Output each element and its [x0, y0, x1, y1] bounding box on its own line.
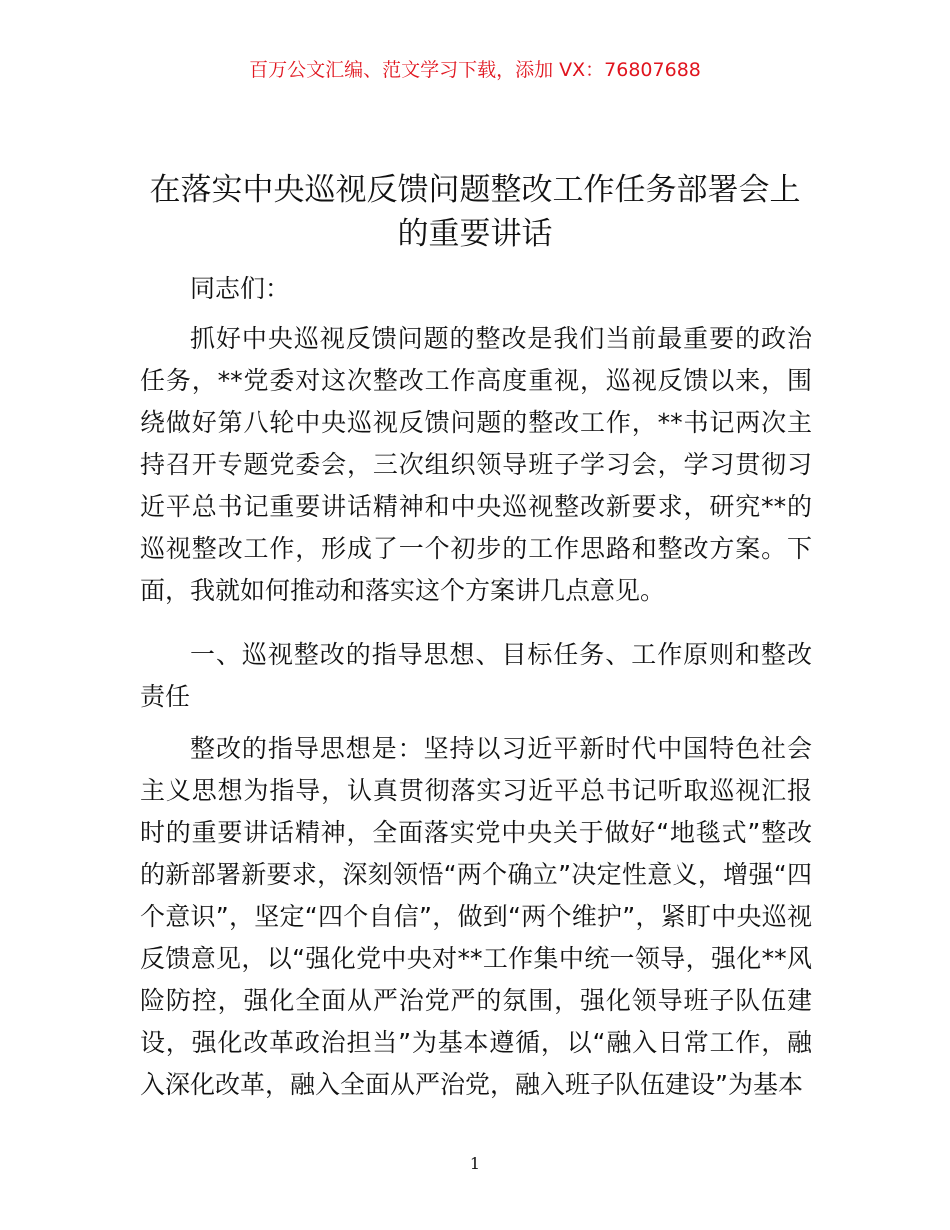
paragraph-guiding-ideology: 整改的指导思想是：坚持以习近平新时代中国特色社会主义思想为指导，认真贯彻落实习近平总书记听取巡视汇报时的重要讲话精神，全面落实党中央关于做好“地毯式”整改的新部署新要求，深刻领悟“两个确立”决定性意义，增强“四个意识”，坚定“四个自信”，做到“两个维护”，紧盯中央巡视反馈意见，以“强化党中央对**工作集中统一领导，强化**风险防控，强化全面从严治党严的氛围，强化领导班子队伍建设，强化改革政治担当”为基本遵循，以“融入日常工作，融入深化改革，融入全面从严治党，融入班子队伍建设”为基本: [140, 734, 812, 1099]
paragraph-intro: 抓好中央巡视反馈问题的整改是我们当前最重要的政治任务，**党委对这次整改工作高度重视，巡视反馈以来，围绕做好第八轮中央巡视反馈问题的整改工作，**书记两次主持召开专题党委会，三次组织领导班子学习会，学习贯彻习近平总书记重要讲话精神和中央巡视整改新要求，研究**的巡视整改工作，形成了一个初步的工作思路和整改方案。下面，我就如何推动和落实这个方案讲几点意见。: [140, 324, 812, 605]
watermark-header: 百万公文汇编、范文学习下载，添加 VX：76807688: [249, 59, 701, 81]
document-title: 在落实中央巡视反馈问题整改工作任务部署会上的重要讲话: [149, 172, 801, 252]
section-heading-1: 一、巡视整改的指导思想、目标任务、工作原则和整改责任: [140, 640, 812, 711]
page-number: 1: [469, 1154, 481, 1173]
salutation: 同志们：: [190, 274, 291, 303]
